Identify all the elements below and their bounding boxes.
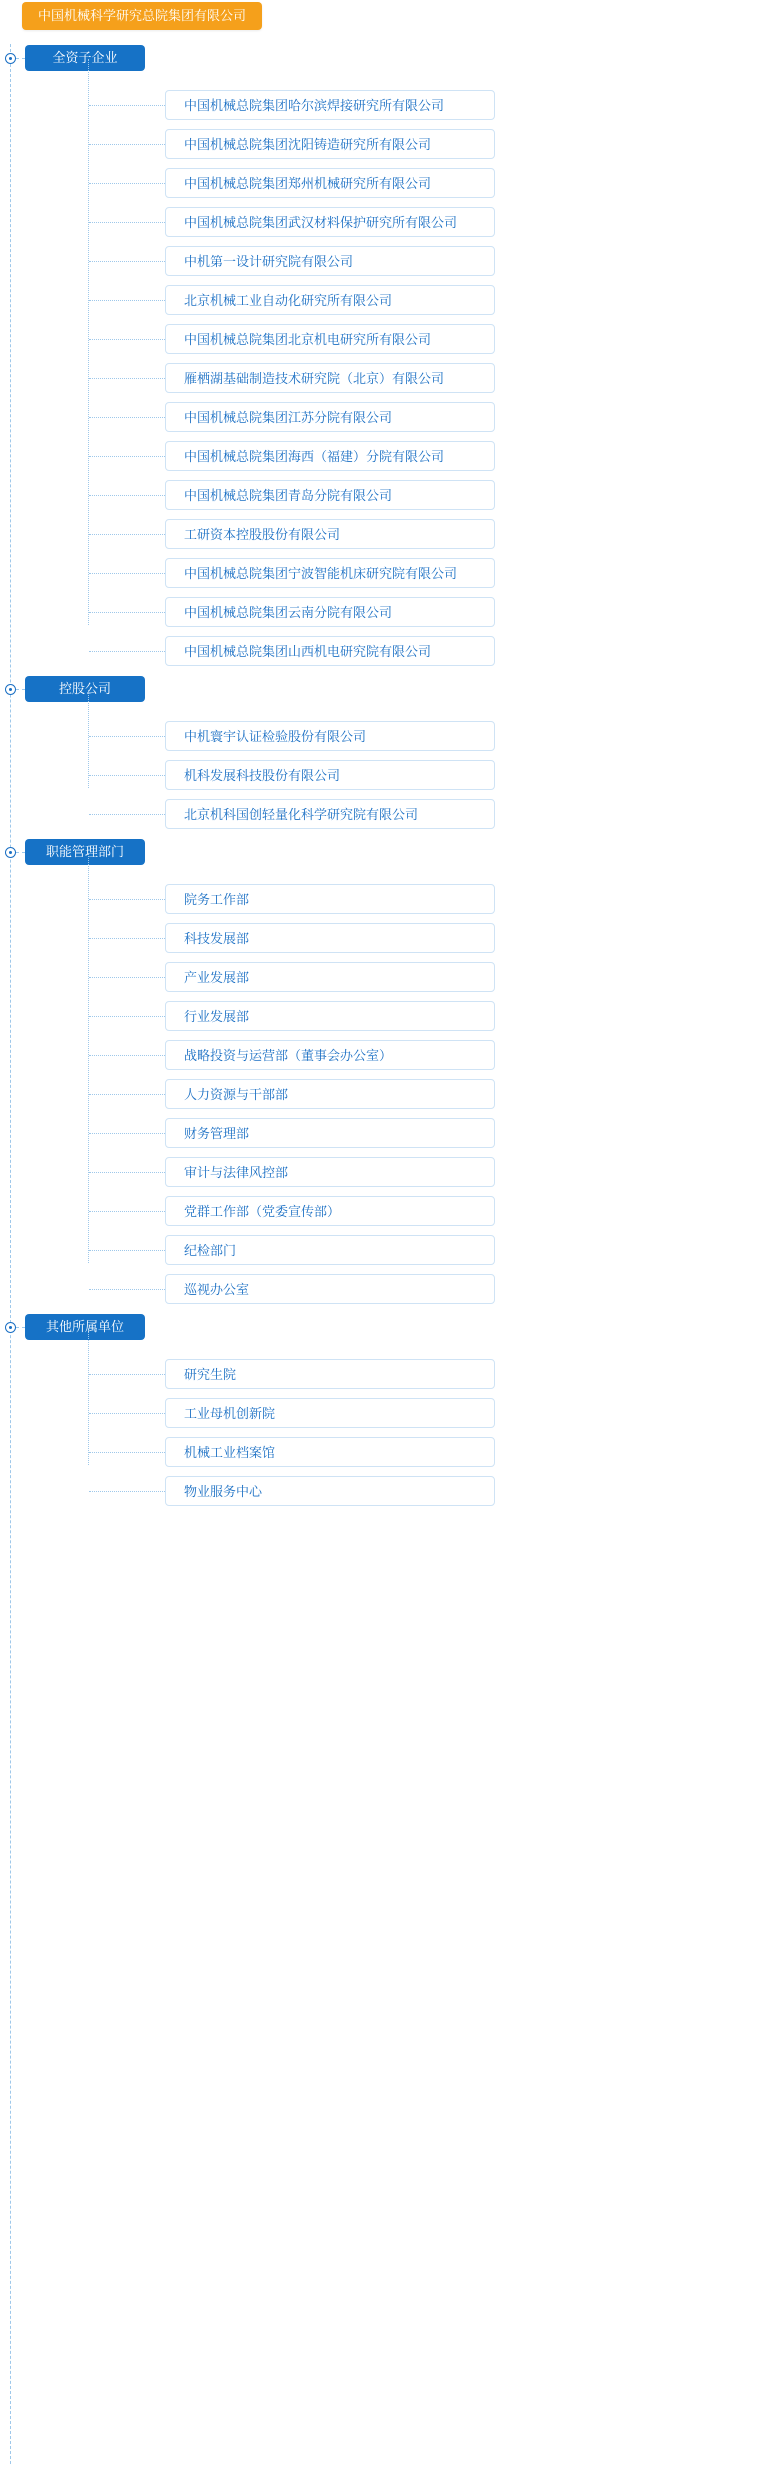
org-node[interactable]: 中国机械总院集团武汉材料保护研究所有限公司 [165, 207, 495, 237]
org-node-row [0, 398, 779, 437]
connector-line [89, 378, 165, 380]
org-node-row [0, 1036, 779, 1075]
connector-line [89, 775, 165, 777]
org-node[interactable]: 科技发展部 [165, 923, 495, 953]
connector-line [89, 300, 165, 302]
org-node-row [0, 320, 779, 359]
org-node-row [0, 86, 779, 125]
connector-line [89, 573, 165, 575]
org-node[interactable]: 中机寰宇认证检验股份有限公司 [165, 721, 495, 751]
connector-line [16, 1327, 25, 1329]
org-node-row [0, 1472, 779, 1511]
org-group [0, 40, 779, 671]
group-header [0, 834, 779, 880]
connector-line [89, 736, 165, 738]
org-node[interactable]: 北京机科国创轻量化科学研究院有限公司 [165, 799, 495, 829]
connector-line [89, 1374, 165, 1376]
org-node-row [0, 717, 779, 756]
org-node-row [0, 125, 779, 164]
connector-line [89, 1016, 165, 1018]
connector-line [89, 814, 165, 816]
connector-line [89, 1413, 165, 1415]
connector-line [16, 852, 25, 854]
org-node-row [0, 958, 779, 997]
connector-line [16, 58, 25, 60]
org-node-row [0, 476, 779, 515]
group-header [0, 40, 779, 86]
org-node[interactable]: 人力资源与干部部 [165, 1079, 495, 1109]
org-node-row [0, 632, 779, 671]
connector-line [89, 339, 165, 341]
org-node-row [0, 1433, 779, 1472]
connector-line [89, 612, 165, 614]
org-node[interactable]: 中机第一设计研究院有限公司 [165, 246, 495, 276]
org-group [0, 834, 779, 1309]
org-node-row [0, 997, 779, 1036]
connector-line [89, 899, 165, 901]
connector-line [89, 1250, 165, 1252]
group-children [0, 880, 779, 1309]
connector-line [89, 1133, 165, 1135]
org-node[interactable]: 机械工业档案馆 [165, 1437, 495, 1467]
connector-line [16, 689, 25, 691]
connector-line [89, 1055, 165, 1057]
node-bullet-icon [5, 53, 16, 64]
connector-line [89, 534, 165, 536]
org-node[interactable]: 中国机械总院集团宁波智能机床研究院有限公司 [165, 558, 495, 588]
connector-line [89, 1289, 165, 1291]
org-node[interactable]: 工研资本控股股份有限公司 [165, 519, 495, 549]
org-node[interactable]: 中国机械总院集团江苏分院有限公司 [165, 402, 495, 432]
connector-line [89, 977, 165, 979]
org-group [0, 671, 779, 834]
connector-line [89, 144, 165, 146]
org-node-row [0, 919, 779, 958]
root-node[interactable]: 中国机械科学研究总院集团有限公司 [22, 2, 262, 30]
org-node-row [0, 554, 779, 593]
connector-line [89, 1491, 165, 1493]
org-node[interactable]: 北京机械工业自动化研究所有限公司 [165, 285, 495, 315]
org-node[interactable]: 党群工作部（党委宣传部） [165, 1196, 495, 1226]
org-node[interactable]: 巡视办公室 [165, 1274, 495, 1304]
org-node-row [0, 1153, 779, 1192]
org-node[interactable]: 中国机械总院集团山西机电研究院有限公司 [165, 636, 495, 666]
org-node-row [0, 515, 779, 554]
org-node-row [0, 437, 779, 476]
connector-line [89, 495, 165, 497]
group-label[interactable]: 职能管理部门 [25, 839, 145, 865]
root-row [0, 0, 779, 40]
org-node[interactable]: 研究生院 [165, 1359, 495, 1389]
connector-line [89, 261, 165, 263]
group-label[interactable]: 其他所属单位 [25, 1314, 145, 1340]
connector-line [89, 1172, 165, 1174]
connector-line [89, 183, 165, 185]
connector-line [89, 417, 165, 419]
org-node[interactable]: 行业发展部 [165, 1001, 495, 1031]
connector-line [89, 1211, 165, 1213]
org-node[interactable]: 中国机械总院集团沈阳铸造研究所有限公司 [165, 129, 495, 159]
org-node[interactable]: 中国机械总院集团青岛分院有限公司 [165, 480, 495, 510]
org-node[interactable]: 物业服务中心 [165, 1476, 495, 1506]
org-node[interactable]: 中国机械总院集团北京机电研究所有限公司 [165, 324, 495, 354]
org-node-row [0, 1075, 779, 1114]
org-node[interactable]: 中国机械总院集团郑州机械研究所有限公司 [165, 168, 495, 198]
org-node[interactable]: 产业发展部 [165, 962, 495, 992]
org-node-row [0, 1355, 779, 1394]
node-bullet-icon [5, 684, 16, 695]
connector-line [89, 456, 165, 458]
group-list [0, 40, 779, 1511]
node-bullet-icon [5, 1322, 16, 1333]
connector-line [89, 1094, 165, 1096]
org-node-row [0, 1231, 779, 1270]
org-group [0, 1309, 779, 1511]
org-node[interactable]: 机科发展科技股份有限公司 [165, 760, 495, 790]
group-label[interactable]: 控股公司 [25, 676, 145, 702]
connector-line [89, 651, 165, 653]
group-label[interactable]: 全资子企业 [25, 45, 145, 71]
connector-line [89, 105, 165, 107]
org-node[interactable]: 纪检部门 [165, 1235, 495, 1265]
org-node-row [0, 880, 779, 919]
org-node[interactable]: 财务管理部 [165, 1118, 495, 1148]
org-node-row [0, 164, 779, 203]
node-bullet-icon [5, 847, 16, 858]
group-header [0, 671, 779, 717]
org-node[interactable]: 雁栖湖基础制造技术研究院（北京）有限公司 [165, 363, 495, 393]
org-node-row [0, 593, 779, 632]
org-node[interactable]: 院务工作部 [165, 884, 495, 914]
org-node-row [0, 1270, 779, 1309]
org-node[interactable]: 中国机械总院集团云南分院有限公司 [165, 597, 495, 627]
connector-line [89, 222, 165, 224]
org-node-row [0, 1192, 779, 1231]
org-node[interactable]: 中国机械总院集团哈尔滨焊接研究所有限公司 [165, 90, 495, 120]
connector-line [89, 1452, 165, 1454]
org-node-row [0, 795, 779, 834]
connector-line [89, 938, 165, 940]
org-node-row [0, 359, 779, 398]
org-node-row [0, 242, 779, 281]
org-node[interactable]: 审计与法律风控部 [165, 1157, 495, 1187]
group-children [0, 717, 779, 834]
org-node-row [0, 756, 779, 795]
group-children [0, 1355, 779, 1511]
org-node[interactable]: 战略投资与运营部（董事会办公室） [165, 1040, 495, 1070]
group-children [0, 86, 779, 671]
org-node-row [0, 281, 779, 320]
org-node-row [0, 1394, 779, 1433]
org-node[interactable]: 工业母机创新院 [165, 1398, 495, 1428]
org-node[interactable]: 中国机械总院集团海西（福建）分院有限公司 [165, 441, 495, 471]
org-node-row [0, 203, 779, 242]
org-node-row [0, 1114, 779, 1153]
group-header [0, 1309, 779, 1355]
